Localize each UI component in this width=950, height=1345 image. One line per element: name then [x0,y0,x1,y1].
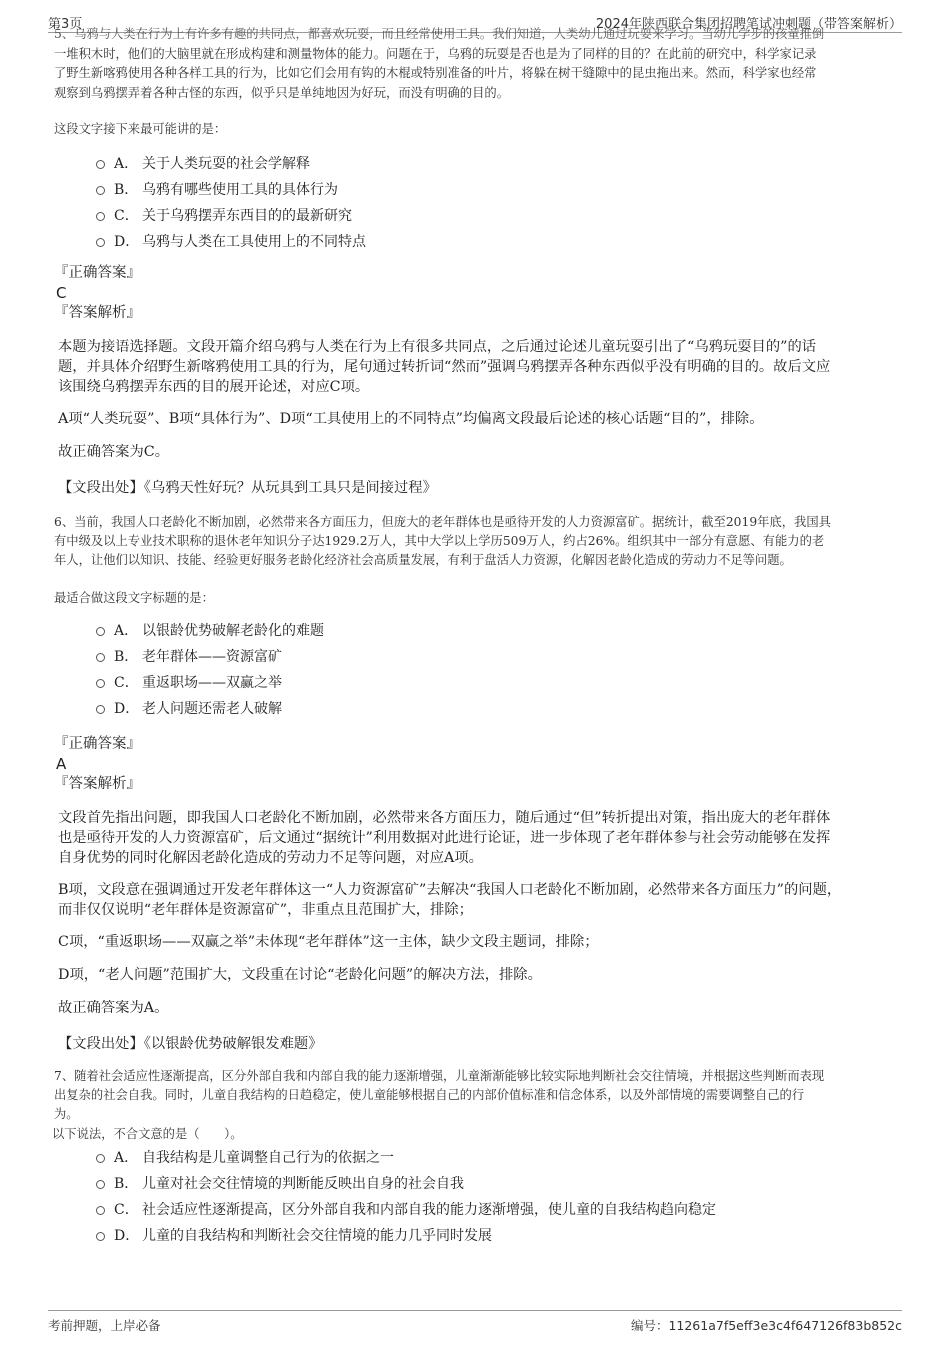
option-letter: B． [114,649,139,665]
option-text: 社会适应性逐渐提高，区分外部自我和内部自我的能力逐渐增强，使儿童的自我结构趋向稳定 [142,1202,716,1218]
q5-prompt: 这段文字接下来最可能讲的是： [54,122,227,136]
analysis-line: 本题为接语选择题。文段开篇介绍乌鸦与人类在行为上有很多共同点，之后通过论述儿童玩耍引出了“乌鸦玩耍目的”的话 [58,339,817,355]
option-text: 关于乌鸦摆弄东西目的的最新研究 [142,208,352,224]
analysis-line: 文段首先指出问题，即我国人口老龄化不断加剧，必然带来各方面压力，随后通过“但”转折提出对策，指出庞大的老年群体 [58,810,831,826]
option-text: 关于人类玩耍的社会学解释 [142,156,310,172]
option-letter: B． [114,182,139,198]
option-letter: A． [114,623,139,639]
analysis-line: C项，“重返职场——双赢之举”未体现“老年群体”这一主体，缺少文段主题词，排除； [58,934,599,950]
analysis-line: A项“人类玩耍”、B项“具体行为”、D项“工具使用上的不同特点”均偏离文段最后论述的核心话题“目的”，排除。 [58,411,764,427]
analysis-line: D项，“老人问题”范围扩大，文段重在讨论“老龄化问题”的解决方法，排除。 [58,967,542,983]
option-letter: C． [114,208,139,224]
analysis-line: 故正确答案为C。 [58,444,170,460]
q6-answer-label: 『正确答案』 [54,736,141,752]
option-letter: B． [114,1176,139,1192]
q5-option-b[interactable] [54,177,900,203]
option-text: 乌鸦与人类在工具使用上的不同特点 [142,234,366,250]
option-text: 儿童的自我结构和判断社会交往情境的能力几乎同时发展 [142,1228,492,1244]
option-letter: A． [114,156,139,172]
analysis-line: 自身优势的同时化解因老龄化造成的劳动力不足等问题，对应A项。 [58,850,483,866]
q5-option-d[interactable] [54,229,900,255]
radio-icon[interactable] [96,679,105,688]
analysis-line: 也是亟待开发的人力资源富矿，后文通过“据统计”利用数据对此进行论证，进一步体现了老年群体参与社会劳动能够在发挥 [58,830,831,846]
analysis-line: B项，文段意在强调通过开发老年群体这一“人力资源富矿”去解决“我国人口老龄化不断加剧，必然带来各方面压力”的问题， [58,882,842,898]
q6-prompt: 最适合做这段文字标题的是： [54,591,214,605]
radio-icon[interactable] [96,1232,105,1241]
q7-option-d[interactable] [54,1223,900,1249]
analysis-line: 而非仅仅说明“老年群体是资源富矿”，非重点且范围扩大，排除； [58,902,473,918]
q5-answer: C [56,284,67,302]
q5-source: 【文段出处】《乌鸦天性好玩？从玩具到工具只是间接过程》 [58,480,437,496]
option-text: 儿童对社会交往情境的判断能反映出自身的社会自我 [142,1176,464,1192]
q5-passage-line: 一堆积木时，他们的大脑里就在形成构建和测量物体的能力。问题在于，乌鸦的玩耍是否也是为了同样的目的？在此前的研究中，科学家记录 [54,46,817,61]
q6-option-d[interactable] [54,696,900,722]
document-code [631,1316,902,1334]
q7-prompt: 以下说法，不合文意的是（ ）。 [52,1127,243,1141]
q5-answer-label: 『正确答案』 [54,265,141,281]
option-text: 以银龄优势破解老龄化的难题 [142,623,324,639]
radio-icon[interactable] [96,212,105,221]
q5-passage-line: 5、乌鸦与人类在行为上有许多有趣的共同点，都喜欢玩耍，而且经常使用工具。我们知道，人类幼儿通过玩耍来学习。当幼儿学步的孩童推倒 [54,27,825,41]
q6-option-a[interactable] [54,618,900,644]
page-content [52,27,900,1249]
q5-analysis [54,337,900,462]
analysis-line: 该围绕乌鸦摆弄东西的目的展开论述，对应C项。 [58,379,370,395]
option-text: 老人问题还需老人破解 [142,701,282,717]
radio-icon[interactable] [96,160,105,169]
q7-stem-line: 为。 [54,1107,79,1121]
q6-analysis-label: 『答案解析』 [54,776,141,792]
q5-analysis-label: 『答案解析』 [54,305,141,321]
option-text: 乌鸦有哪些使用工具的具体行为 [142,182,338,198]
q7-options [54,1145,900,1249]
q6-analysis [54,808,900,1018]
q6-answer: A [56,755,67,773]
radio-icon[interactable] [96,653,105,662]
option-letter: D． [114,701,140,717]
radio-icon[interactable] [96,1180,105,1189]
q6-options [54,618,900,722]
q6-option-b[interactable] [54,644,900,670]
radio-icon[interactable] [96,1154,105,1163]
footer-slogan: 考前押题，上岸必备 [48,1318,161,1333]
q6-stem-line: 有中级及以上专业技术职称的退休老年知识分子达1929.2万人，其中大学以上学历509万人，约占26%。组织其中一部分有意愿、有能力的老 [54,534,825,548]
q6-stem-line: 6、当前，我国人口老龄化不断加剧，必然带来各方面压力，但庞大的老年群体也是亟待开发的人力资源富矿。据统计，截至2019年底，我国具 [54,515,831,529]
q7-option-a[interactable] [54,1145,900,1171]
option-letter: C． [114,675,139,691]
question-7 [54,1067,900,1249]
document-title: 2024年陕西联合集团招聘笔试冲刺题（带答案解析） [595,17,902,32]
question-6 [54,513,900,1053]
code-value: 11261a7f5eff3e3c4f647126f83b852c [668,1318,902,1333]
q5-option-a[interactable] [54,151,900,177]
q6-stem-line: 年人，让他们以知识、技能、经验更好服务老龄化经济社会高质量发展，有利于盘活人力资源，化解因老龄化造成的劳动力不足等问题。 [54,553,792,567]
analysis-line: 故正确答案为A。 [58,1000,169,1016]
q5-passage-line: 观察到乌鸦摆弄着各种古怪的东西，似乎只是单纯地因为好玩，而没有明确的目的。 [54,85,509,100]
option-letter: D． [114,1228,140,1244]
option-text: 老年群体——资源富矿 [142,649,282,665]
option-letter: C． [114,1202,139,1218]
code-label: 编号： [630,1318,669,1333]
analysis-line: 题，并具体介绍野生新喀鸦使用工具的行为，尾句通过转折词“然而”强调乌鸦摆弄各种东西似乎没有明确的目的。故后文应 [58,359,831,375]
q5-passage-line: 了野生新喀鸦使用各种各样工具的行为，比如它们会用有钩的木棍或特别准备的叶片，将躲在树干缝隙中的昆虫拖出来。然而，科学家也经常 [54,66,817,80]
radio-icon[interactable] [96,1206,105,1215]
q7-stem-line: 7、随着社会适应性逐渐提高，区分外部自我和内部自我的能力逐渐增强，儿童渐渐能够比较实际地判断社会交往情境，并根据这些判断而表现 [54,1069,825,1083]
radio-icon[interactable] [96,238,105,247]
option-text: 重返职场——双赢之举 [142,675,282,691]
radio-icon[interactable] [96,627,105,636]
q5-option-c[interactable] [54,203,900,229]
page-number: 第3页 [48,17,83,32]
q6-option-c[interactable] [54,670,900,696]
option-text: 自我结构是儿童调整自己行为的依据之一 [142,1150,394,1166]
question-5 [54,25,900,497]
q7-option-c[interactable] [54,1197,900,1223]
radio-icon[interactable] [96,186,105,195]
q7-option-b[interactable] [54,1171,900,1197]
page-footer [48,1310,902,1335]
q5-options [54,151,900,255]
radio-icon[interactable] [96,705,105,714]
q6-source: 【文段出处】《以银龄优势破解银发难题》 [58,1036,323,1052]
option-letter: D． [114,234,140,250]
q7-stem-line: 出复杂的社会自我。同时，儿童自我结构的日趋稳定，使儿童能够根据自己的内部价值标准和信念体系，以及外部情境的需要调整自己的行 [54,1088,805,1102]
option-letter: A． [114,1150,139,1166]
